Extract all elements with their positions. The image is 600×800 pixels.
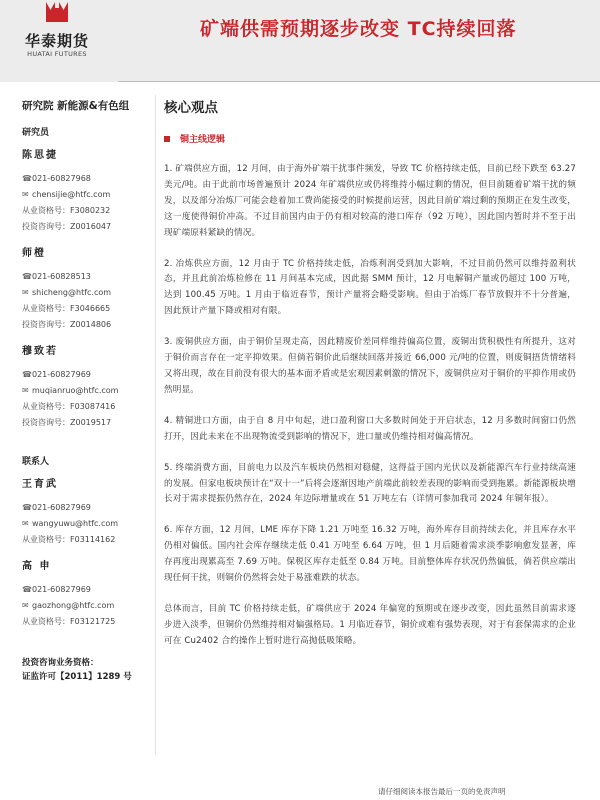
paragraph: 3. 废铜供应方面，由于铜价呈现走高，因此精废价差同样维持偏高位置，废铜出货积极性有所提升，这对于铜价而言存在一定平抑效果。但倘若铜价此后继续回落并接近 66,000 元/吨的位置，则废铜捂货情绪料又将出现，故在目前没有很大的基本面矛盾或是宏观因素刺激的情况下，废铜供应对于铜价的平抑作用或仍然明显。 (164, 337, 576, 395)
logo-english-name: HUATAI FUTURES (27, 50, 87, 58)
paragraph: 2. 冶炼供应方面，12 月由于 TC 价格持续走低，冶炼利润受到加大影响，不过目前仍然可以维持盈利状态，并且此前冶炼检修在 11 月间基本完成，因此据 SMM 预计，12 月电解铜产量或仍超过 100 万吨，达到 100.45 万吨。1 月由于临近春节，预计产量将会略受影响。但由于冶炼厂春节放假并不十分普遍，因此预计产量下降或相对有限。 (164, 258, 576, 317)
license-label: 投资咨询业务资格： (22, 658, 99, 668)
contact-entry (22, 557, 150, 629)
license-info (22, 656, 150, 684)
email-icon: ✉ (22, 385, 29, 395)
researcher-advisor-id: 投资咨询号：Z0019517 (22, 417, 112, 427)
header-divider (118, 81, 600, 82)
contact-entry (22, 475, 150, 547)
researcher-phone-row (22, 268, 150, 284)
sub-heading-text: 铜主线逻辑 (180, 135, 226, 145)
sub-heading (164, 132, 576, 145)
phone-icon: ☎ (22, 369, 32, 379)
researcher-cert: 从业资格号：F03087416 (22, 401, 116, 411)
researcher-email-row (22, 284, 150, 300)
contact-cert: 从业资格号：F03121725 (22, 616, 116, 626)
researcher-entry (22, 342, 150, 430)
author-sidebar (22, 98, 150, 639)
paragraph: 总体而言，目前 TC 价格持续走低，矿端供应于 2024 年偏宽的预期或在逐步改变，因此虽然目前需求逐步进入淡季，但铜价仍然维持相对偏强格局。1 月临近春节，铜价或难有强势表现，对于有套保需求的企业可在 Cu2402 合约操作上暂时进行高抛低吸策略。 (164, 603, 576, 646)
company-logo (14, 0, 100, 78)
researcher-phone: 021-60828513 (32, 271, 91, 281)
core-views-section (164, 96, 576, 665)
contact-name: 高 申 (22, 561, 52, 572)
logo-mark-icon (42, 0, 72, 24)
email-icon: ✉ (22, 287, 29, 297)
researcher-name: 陈思捷 (22, 150, 58, 161)
report-header (0, 0, 600, 82)
contact-phone-row (22, 581, 150, 597)
contact-name: 王育武 (22, 479, 58, 490)
contact-phone: 021-60827969 (32, 584, 91, 594)
researcher-entry (22, 146, 150, 234)
report-title: 矿端供需预期逐步改变 TC持续回落 (200, 18, 517, 40)
contact-cert: 从业资格号：F03114162 (22, 534, 116, 544)
paragraph: 1. 矿端供应方面，12 月间，由于海外矿端干扰事件频发，导致 TC 价格持续走低，目前已经下跌至 63.27 美元/吨。由于此前市场普遍预计 2024 年矿端供应或仍将维持小幅过剩的情况，但目前随着矿端干扰的频发，以及部分冶炼厂可能会趁着加工费尚能接受的时候提前运营，因此目前矿端过剩的预期正在发生改变，这一度使得铜价冲高。不过目前国内由于仍有相对较高的港口库存（92 万吨），因此国内暂时并不至于出现矿端原料紧缺的情况。 (164, 164, 576, 238)
researcher-email-row (22, 382, 150, 398)
researcher-email-row (22, 186, 150, 202)
researcher-email[interactable]: chensijie@htfc.com (32, 189, 111, 199)
phone-icon: ☎ (22, 584, 32, 594)
researcher-phone: 021-60827968 (32, 173, 91, 183)
contact-email[interactable]: gaozhong@htfc.com (32, 600, 115, 610)
researcher-phone: 021-60827969 (32, 369, 91, 379)
researcher-entry (22, 244, 150, 332)
researcher-email[interactable]: shicheng@htfc.com (32, 287, 112, 297)
logo-chinese-name: 华泰期货 (24, 32, 89, 50)
disclaimer-note: 请仔细阅读本报告最后一页的免责声明 (378, 787, 506, 796)
email-icon: ✉ (22, 518, 29, 528)
section-spacer (22, 440, 150, 454)
email-icon: ✉ (22, 600, 29, 610)
phone-icon: ☎ (22, 271, 32, 281)
contact-label: 联系人 (22, 457, 50, 467)
paragraph: 4. 精铜进口方面，由于自 8 月中旬起，进口盈利窗口大多数时间处于开启状态，12 月多数时间窗口仍然打开，因此未来在不出现物流受到影响的情况下，进口量或仍维持相对偏高情况。 (164, 415, 576, 442)
phone-icon: ☎ (22, 173, 32, 183)
researcher-phone-row (22, 366, 150, 382)
researcher-cert: 从业资格号：F3080232 (22, 205, 111, 215)
researcher-label: 研究员 (22, 128, 50, 138)
contact-phone: 021-60827969 (32, 502, 91, 512)
email-icon: ✉ (22, 189, 29, 199)
section-title: 核心观点 (164, 100, 218, 116)
license-number: 证监许可【2011】1289 号 (22, 672, 132, 682)
department-name: 研究院 新能源&有色组 (22, 100, 130, 112)
paragraph: 6. 库存方面，12 月间，LME 库存下降 1.21 万吨至 16.32 万吨，海外库存目前持续去化，并且库存水平仍相对偏低。国内社会库存继续走低 0.41 万吨至 6.64 万吨，但 1 月后随着需求淡季影响愈发显著，库存再度出现累高至 7.69 万吨。保税区库存走低至 0.84 万吨。目前整体库存状况仍然偏低，倘若供应端出现任何干扰，则铜价仍然将会处于易涨难跌的状态。 (164, 525, 576, 584)
researcher-email[interactable]: muqianruo@htfc.com (32, 385, 119, 395)
contact-email-row (22, 597, 150, 613)
researcher-advisor-id: 投资咨询号：Z0014806 (22, 319, 112, 329)
researcher-advisor-id: 投资咨询号：Z0016047 (22, 221, 112, 231)
column-divider (155, 95, 156, 755)
contact-email[interactable]: wangyuwu@htfc.com (32, 518, 119, 528)
phone-icon: ☎ (22, 502, 32, 512)
researcher-phone-row (22, 170, 150, 186)
researcher-name: 穆致若 (22, 346, 58, 357)
researcher-name: 师橙 (22, 248, 46, 259)
contact-phone-row (22, 499, 150, 515)
paragraph: 5. 终端消费方面，目前电力以及汽车板块仍然相对稳健，这得益于国内光伏以及新能源汽车行业持续高速的发展。但家电板块预计在“双十一”后将会逐渐因地产前端此前较差表现的影响而受到拖累。新能源板块增长对于需求提振仍然存在，2024 年边际增量或在 51 万吨左右（详情可参加我司 2024 年铜年报）。 (164, 462, 576, 505)
contact-email-row (22, 515, 150, 531)
researcher-cert: 从业资格号：F3046665 (22, 303, 111, 313)
bullet-square-icon (164, 136, 170, 142)
